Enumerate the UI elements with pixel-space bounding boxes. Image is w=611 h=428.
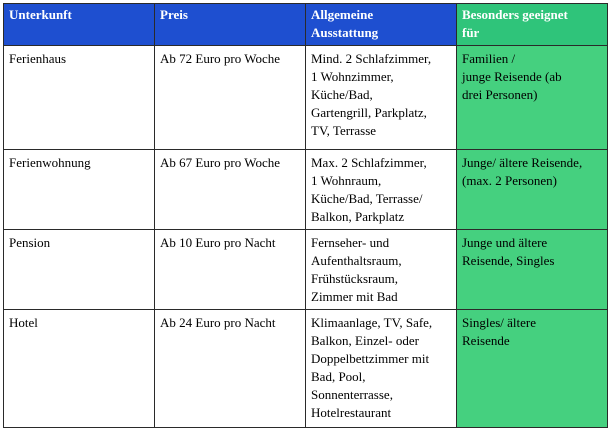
header-ausstattung: Allgemeine Ausstattung	[306, 4, 457, 46]
cell-unterkunft: Ferienhaus	[4, 46, 155, 150]
cell-ausstattung: Max. 2 Schlafzimmer, 1 Wohnraum, Küche/Bad, Terrasse/ Balkon, Parkplatz	[306, 150, 457, 230]
cell-ausstattung: Klimaanlage, TV, Safe, Balkon, Einzel- oder Doppelbettzimmer mit Bad, Pool, Sonnenterrasse, Hotelrestaurant	[306, 310, 457, 428]
header-preis: Preis	[155, 4, 306, 46]
accommodation-table	[3, 3, 608, 428]
cell-unterkunft: Ferienwohnung	[4, 150, 155, 230]
cell-preis: Ab 10 Euro pro Nacht	[155, 230, 306, 310]
table-row	[4, 46, 608, 150]
table-row	[4, 150, 608, 230]
cell-geeignet: Junge und ältere Reisende, Singles	[457, 230, 608, 310]
cell-geeignet: Junge/ ältere Reisende, (max. 2 Personen)	[457, 150, 608, 230]
cell-preis: Ab 72 Euro pro Woche	[155, 46, 306, 150]
accommodation-table-wrapper	[3, 3, 608, 428]
cell-geeignet: Singles/ ältere Reisende	[457, 310, 608, 428]
cell-ausstattung: Mind. 2 Schlafzimmer, 1 Wohnzimmer, Küche/Bad, Gartengrill, Parkplatz, TV, Terrasse	[306, 46, 457, 150]
table-row	[4, 310, 608, 428]
header-unterkunft: Unterkunft	[4, 4, 155, 46]
cell-unterkunft: Pension	[4, 230, 155, 310]
cell-ausstattung: Fernseher- und Aufenthaltsraum, Frühstücksraum, Zimmer mit Bad	[306, 230, 457, 310]
table-row	[4, 230, 608, 310]
cell-geeignet: Familien / junge Reisende (ab drei Personen)	[457, 46, 608, 150]
cell-preis: Ab 67 Euro pro Woche	[155, 150, 306, 230]
cell-preis: Ab 24 Euro pro Nacht	[155, 310, 306, 428]
header-geeignet: Besonders geeignet für	[457, 4, 608, 46]
cell-unterkunft: Hotel	[4, 310, 155, 428]
table-header-row	[4, 4, 608, 46]
